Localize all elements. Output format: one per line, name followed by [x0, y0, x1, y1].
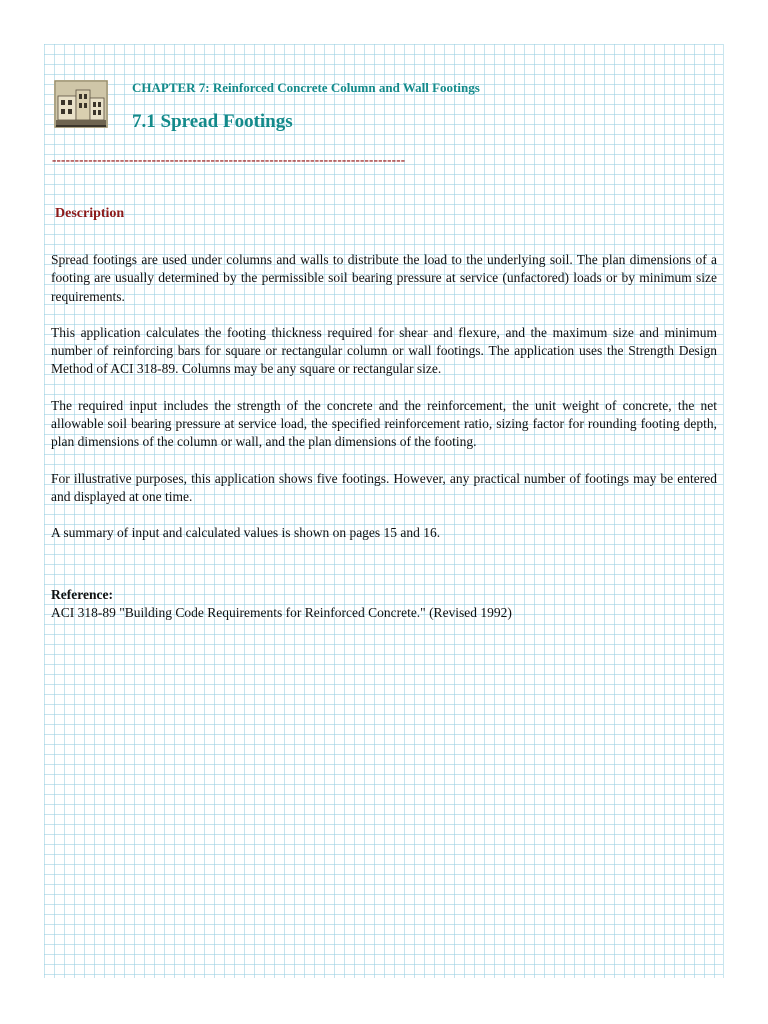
description-heading: Description	[55, 206, 125, 221]
dashed-divider: ------------------------------------------------------------------------------	[52, 152, 406, 167]
document-page	[44, 44, 724, 978]
paragraph: The required input includes the strength of the concrete and the reinforcement, the unit weight of concrete, the net allowable soil bearing pressure at service load, the specified reinforcement ratio, sizing factor for rounding footing depth, plan dimensions of the column or wall, and the plan dimensions of the footing.	[51, 397, 717, 450]
paragraph: This application calculates the footing thickness required for shear and flexure, and the maximum size and minimum number of reinforcing bars for square or rectangular column or wall footings. The application uses the Strength Design Method of ACI 318-89. Columns may be any square or rectangular size.	[51, 324, 717, 377]
paragraph: A summary of input and calculated values is shown on pages 15 and 16.	[51, 525, 441, 541]
reference-text: ACI 318-89 "Building Code Requirements for Reinforced Concrete." (Revised 1992)	[51, 605, 512, 620]
reference-heading: Reference:	[51, 587, 113, 602]
chapter-title: CHAPTER 7: Reinforced Concrete Column and Wall Footings	[132, 80, 480, 95]
paragraph: For illustrative purposes, this application shows five footings. However, any practical number of footings may be entered and displayed at one time.	[51, 470, 717, 504]
section-title: 7.1 Spread Footings	[132, 111, 293, 132]
description-body	[51, 251, 717, 561]
paragraph: Spread footings are used under columns and walls to distribute the load to the underlying soil. The plan dimensions of a footing are usually determined by the permissible soil bearing pressure at service (unfactored) loads or by minimum size requirements.	[51, 252, 717, 304]
building-logo-icon	[54, 80, 108, 128]
